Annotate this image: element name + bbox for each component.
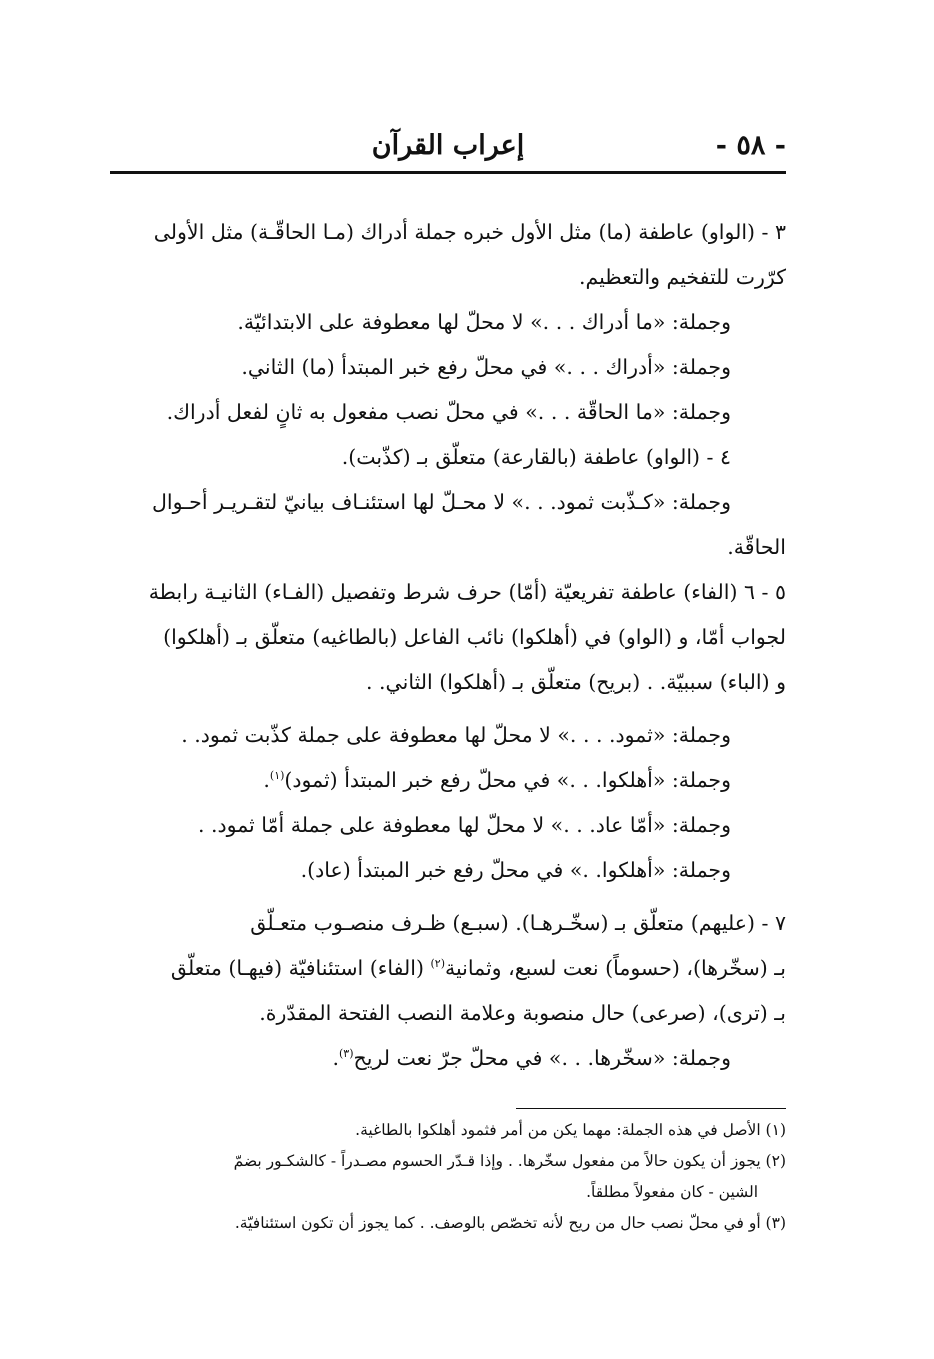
- paragraph-5-6-sentence-3: وجملة: «أمّا عاد. . .» لا محلّ لها معطوفة على جملة أمّا ثمود. .: [197, 813, 731, 837]
- sentence-end: .: [263, 768, 270, 792]
- sentence-end: .: [332, 1046, 339, 1070]
- paragraph-3-sentence-3: وجملة: «ما الحاقّة . . .» في محلّ نصب مفعول به ثانٍ لفعل أدراك.: [166, 400, 731, 424]
- footnote-3: (٣) أو في محلّ نصب حال من ريح لأنه تخصّص بالوصف. . كما يجوز أن تكون استئنافيّة.: [234, 1214, 786, 1232]
- footnote-marker-3: (٣): [339, 1047, 354, 1061]
- paragraph-4-sentence-1: وجملة: «كـذّبت ثمود. . .» لا محـلّ لها استئنـاف بيانيّ لتقـريـر أحـوال: [152, 490, 731, 514]
- paragraph-gap: [110, 893, 786, 901]
- paragraph-5-6-sentence-2: [110, 758, 786, 803]
- main-text: [110, 210, 786, 1081]
- header-rule: [110, 171, 786, 174]
- paragraph-7-sentence-1: [110, 1036, 786, 1081]
- paragraph-3-line-1: ٣ - (الواو) عاطفة (ما) مثل الأول خبره جملة أدراك (مـا الحاقّـة) مثل الأولى: [153, 220, 786, 244]
- paragraph-5-6-line-3: و (الباء) سببيّة. . (بريح) متعلّق بـ (أهلكوا) الثاني. .: [365, 670, 786, 694]
- paragraph-5-6-line-1: ٥ - ٦ (الفاء) عاطفة تفريعيّة (أمّا) حرف شرط وتفصيل (الفـاء) الثانيـة رابطة: [148, 580, 786, 604]
- running-title: إعراب القرآن: [371, 130, 525, 161]
- paragraph-7-line-1: ٧ - (عليهم) متعلّق بـ (سخّـرهـا). (سبـع) ظـرف منصـوب متعـلّق: [250, 911, 786, 935]
- line-text-continued: (الفاء) استئنافيّة (فيهـا) متعلّق: [170, 956, 431, 980]
- footnote-2: (٢) يجوز أن يكون حالاً من مفعول سخّرها. . وإذا قـدّر الحسوم مصـدراً - كالشكـور بضمّ: [233, 1152, 786, 1170]
- paragraph-gap: [110, 705, 786, 713]
- footnote-marker-1: (١): [269, 769, 285, 783]
- paragraph-4-sentence-1-continued: الحاقّة.: [727, 535, 786, 559]
- paragraph-5-6-line-2: لجواب أمّا، و (الواو) في (أهلكوا) نائب الفاعل (بالطاغيه) متعلّق بـ (أهلكوا): [163, 625, 786, 649]
- footnote-rule: [516, 1108, 786, 1109]
- line-text: بـ (سخّرها)، (حسوماً) نعت لسبع، وثمانية: [444, 956, 786, 980]
- sentence-text: وجملة: «أهلكوا. . .» في محلّ رفع خبر المبتدأ (ثمود): [284, 768, 731, 792]
- footnote-2-continued: الشين - كان مفعولاً مطلقاً.: [586, 1183, 758, 1201]
- paragraph-3-sentence-2: وجملة: «أدراك . . .» في محلّ رفع خبر المبتدأ (ما) الثاني.: [241, 355, 731, 379]
- paragraph-4-line-1: ٤ - (الواو) عاطفة (بالقارعة) متعلّق بـ (كذّبت).: [341, 445, 731, 469]
- paragraph-7-line-2: [110, 946, 786, 991]
- footnotes: [110, 1115, 786, 1239]
- paragraph-5-6-sentence-1: وجملة: «ثمود. . . .» لا محلّ لها معطوفة على جملة كذّبت ثمود. .: [181, 723, 731, 747]
- paragraph-3-line-2: كرّرت للتفخيم والتعظيم.: [578, 265, 786, 289]
- page-number: - ٥٨ -: [715, 130, 786, 161]
- sentence-text: وجملة: «سخّرها. . .» في محلّ جرّ نعت لريح: [353, 1046, 731, 1070]
- footnote-marker-2: (٢): [430, 957, 445, 971]
- paragraph-3-sentence-1: وجملة: «ما أدراك . . .» لا محلّ لها معطوفة على الابتدائيّة.: [237, 310, 731, 334]
- paragraph-7-line-3: بـ (ترى)، (صرعى) حال منصوبة وعلامة النصب الفتحة المقدّرة.: [259, 1001, 786, 1025]
- footnote-1: (١) الأصل في هذه الجملة: مهما يكن من أمر فثمود أهلكوا بالطاغية.: [355, 1121, 786, 1139]
- paragraph-5-6-sentence-4: وجملة: «أهلكوا. .» في محلّ رفع خبر المبتدأ (عاد).: [300, 858, 731, 882]
- page-header: [110, 130, 786, 174]
